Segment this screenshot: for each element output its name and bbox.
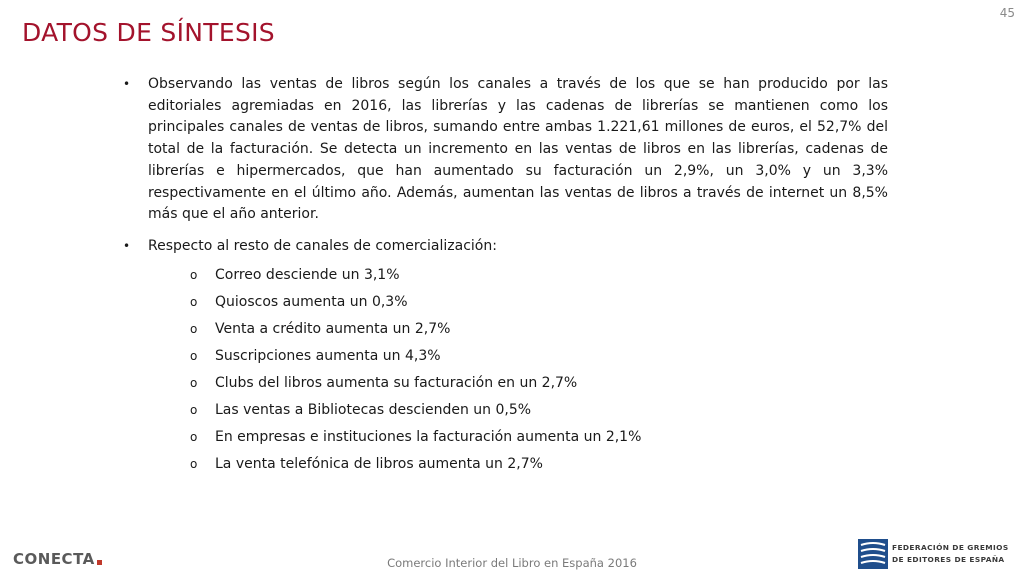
federacion-emblem-icon (858, 539, 888, 569)
bullet-paragraph (120, 74, 888, 226)
sub-marker: o (190, 267, 198, 282)
sub-list-item (148, 451, 888, 478)
sub-item-text: Correo desciende un 3,1% (215, 266, 400, 283)
sub-list (148, 262, 888, 478)
sub-marker: o (190, 456, 198, 471)
sub-marker: o (190, 402, 198, 417)
sub-item-text: En empresas e instituciones la facturación aumenta un 2,1% (215, 428, 642, 445)
sub-list-item (148, 316, 888, 343)
federacion-line-2: DE EDITORES DE ESPAÑA (892, 555, 1005, 564)
sub-list-item (148, 370, 888, 397)
sub-item-text: Las ventas a Bibliotecas descienden un 0,5% (215, 401, 532, 418)
footer-text: Comercio Interior del Libro en España 2016 (387, 556, 637, 570)
sub-list-item (148, 262, 888, 289)
sub-item-text: Venta a crédito aumenta un 2,7% (215, 320, 451, 337)
conecta-logo-text: CONECTA (13, 550, 95, 568)
bullet-text: Observando las ventas de libros según los canales a través de los que se han producido por las editoriales agremiadas en 2016, las librerías y las cadenas de librerías se mantienen como los principales canales de ventas de libros, sumando entre ambas 1.221,61 millones de euros, el 52,7% del total de la facturación. Se detecta un incremento en las ventas de libros en las librerías, cadenas de librerías e hipermercados, que han aumentado su facturación un 2,9%, un 3,0% y un 3,3% respectivamente en el último año. Además, aumentan las ventas de libros a través de internet un 8,5% más que el año anterior. (148, 76, 888, 223)
sub-marker: o (190, 294, 198, 309)
page-title: DATOS DE SÍNTESIS (22, 18, 275, 47)
sub-list-item (148, 289, 888, 316)
sub-marker: o (190, 321, 198, 336)
bullet-marker: • (123, 77, 131, 91)
sub-item-text: Suscripciones aumenta un 4,3% (215, 347, 441, 364)
sub-marker: o (190, 429, 198, 444)
sub-list-item (148, 424, 888, 451)
sub-item-text: Quioscos aumenta un 0,3% (215, 293, 408, 310)
bullet-paragraph (120, 236, 888, 478)
sub-item-text: Clubs del libros aumenta su facturación en un 2,7% (215, 374, 578, 391)
bullet-text: Respecto al resto de canales de comercialización: (148, 237, 497, 254)
federacion-logo-text (892, 542, 1009, 566)
sub-list-item (148, 397, 888, 424)
sub-item-text: La venta telefónica de libros aumenta un 2,7% (215, 455, 543, 472)
federacion-line-1: FEDERACIÓN DE GREMIOS (892, 543, 1009, 552)
page-number: 45 (999, 6, 1015, 20)
slide-content (120, 74, 888, 478)
federacion-logo (858, 539, 1009, 569)
sub-marker: o (190, 348, 198, 363)
sub-list-item (148, 343, 888, 370)
bullet-marker: • (123, 238, 131, 253)
sub-marker: o (190, 375, 198, 390)
